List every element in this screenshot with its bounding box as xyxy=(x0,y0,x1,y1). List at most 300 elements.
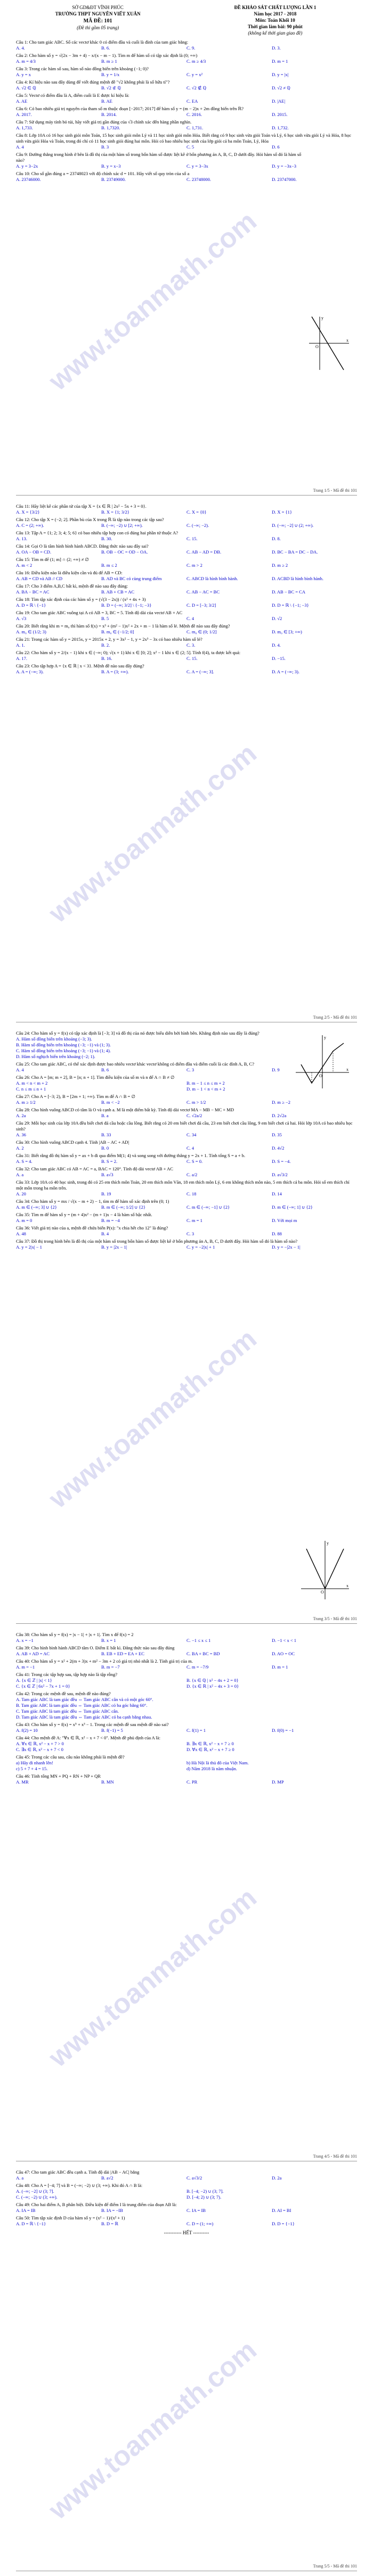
svg-text:y: y xyxy=(327,1541,329,1546)
answer-option[interactable]: A. 36 xyxy=(16,1132,26,1137)
svg-text:x: x xyxy=(346,1067,348,1072)
answer-option[interactable]: A. 1. xyxy=(16,642,25,648)
answer-option[interactable]: A. x = −1 xyxy=(16,1638,34,1643)
question-item xyxy=(16,597,357,608)
answer-option[interactable]: A. m = 4/3 xyxy=(16,59,36,64)
question-text: Câu 33: Lớp 10A có 40 học sinh, trong đó có 25 em thích môn Toán, 20 em thích môn Văn, 18 em thích môn Lý, 6 em không thích môn nào, 5 em thích cả ba môn. Hỏi số em thích chỉ một môn trong ba môn trên. xyxy=(16,1179,350,1191)
answer-option[interactable]: B. m ∈ (−∞; 1/2] ∪ {2} xyxy=(101,1204,145,1210)
question-item xyxy=(16,171,357,183)
question-text: Câu 14: Gọi O là tâm hình bình hành ABCD. Đẳng thức nào sau đây sai? xyxy=(16,543,149,549)
answer-option[interactable]: D. 2a xyxy=(272,2175,282,2181)
answer-option[interactable]: B. y = x−3 xyxy=(101,163,121,169)
answer-option[interactable]: B. AB + CB = AC xyxy=(101,589,135,595)
svg-text:x: x xyxy=(346,338,348,343)
question-item xyxy=(16,1179,357,1197)
answer-options xyxy=(16,177,357,183)
answer-options xyxy=(16,1113,357,1119)
answer-option[interactable]: D. {x ∈ ℝ | x² − 4x + 3 = 0} xyxy=(186,1683,239,1689)
answer-option[interactable]: B. AE xyxy=(101,98,112,104)
answer-option[interactable]: D. 4√2 xyxy=(272,1145,285,1151)
answer-options xyxy=(16,656,357,662)
answer-option[interactable]: D. AB − BC = CA xyxy=(272,589,305,595)
answer-option[interactable]: A. m < 2 xyxy=(16,563,33,568)
question-item xyxy=(16,570,357,582)
answer-option[interactable]: B. a xyxy=(101,1113,109,1118)
answer-option[interactable]: C. 2016. xyxy=(186,112,202,117)
question-text: Câu 10: Cho số gần đúng a = 23748023 với độ chính xác d = 101. Hãy viết số quy tròn của số a xyxy=(16,171,190,176)
answer-option[interactable]: B. m ≤ 2 xyxy=(101,563,117,568)
question-item xyxy=(16,663,357,675)
school-year: Năm học 2017 - 2018 xyxy=(254,11,297,16)
answer-option[interactable]: A. y = 3−2x xyxy=(16,163,38,169)
answer-option[interactable]: C. IA = IB xyxy=(186,2208,206,2213)
answer-option[interactable]: D. 23747000. xyxy=(272,177,297,182)
answer-option[interactable]: C. (−∞; −2) ∪ (3; +∞). xyxy=(16,2194,58,2200)
question-item xyxy=(16,1773,357,1785)
answer-option[interactable]: B. Tam giác ABC là tam giác đều ⇔ Tam giác ABC có ba góc bằng 60°. xyxy=(16,1703,148,1708)
answer-option[interactable]: B. a√3 xyxy=(101,1172,113,1177)
answer-option[interactable]: C. 3 xyxy=(186,1231,194,1236)
answer-option[interactable]: B. ∃x ∈ ℝ, x² − x + 7 ≥ 0 xyxy=(186,1741,234,1746)
answer-option[interactable]: D. √2 xyxy=(272,616,282,621)
answer-option[interactable]: C. 3 xyxy=(186,1067,194,1072)
answer-option[interactable]: D. ACBD là hình bình hành. xyxy=(272,576,324,581)
answer-option[interactable]: D. Với mọi m xyxy=(272,1218,297,1223)
answer-option[interactable]: C. y = −2|x| + 1 xyxy=(186,1244,215,1250)
question-list-page-5 xyxy=(16,2169,357,2227)
answer-option[interactable]: B. 6. xyxy=(101,45,110,51)
answer-option[interactable]: C. 5 xyxy=(186,144,194,150)
answer-option[interactable]: A. m₀ ∈ (1/2; 3) xyxy=(16,629,46,634)
answer-options xyxy=(16,59,357,64)
answer-option[interactable]: C. AB − AC = BC xyxy=(186,589,220,595)
answer-option[interactable]: B. m = −4 xyxy=(101,1218,120,1223)
answer-option[interactable]: A. AE xyxy=(16,98,28,104)
answer-options xyxy=(16,1145,357,1151)
question-text: Câu 43: Cho hàm số y = f(x) = x⁵ + x³ − 1. Trong các mệnh đề sau mệnh đề nào sai? xyxy=(16,1722,169,1727)
question-text: Câu 13: Tập A = {1; 2; 3; 4; 5; 6} có bao nhiêu tập hợp con có đúng hai phần tử thuộc A? xyxy=(16,530,179,535)
question-item xyxy=(16,1722,357,1733)
answer-option[interactable]: D. 2√2a xyxy=(272,1113,287,1118)
answer-option[interactable]: C. m ≥ 4/3 xyxy=(186,59,206,64)
answer-option[interactable]: D. 9 xyxy=(272,1067,280,1072)
answer-option[interactable]: C. 18 xyxy=(186,1191,197,1196)
answer-option[interactable]: D. Hàm số nghịch biến trên khoảng (−2; 1). xyxy=(16,1054,95,1059)
question-text: Câu 26: Cho A = [m; m + 2], B = [n; n + 1]. Tìm điều kiện của số m và n để A ∩ B ≠ ∅ xyxy=(16,1075,175,1080)
answer-option[interactable]: B. MN xyxy=(101,1779,114,1785)
question-item xyxy=(16,1672,357,1689)
answer-option[interactable]: C. m = 1 xyxy=(186,1218,202,1223)
answer-option[interactable]: C. (−∞; −2). xyxy=(186,523,209,528)
answer-option[interactable]: A. m < n < m + 2 xyxy=(16,1080,48,1086)
answer-option[interactable]: C. D = (1; +∞) xyxy=(186,2221,214,2226)
answer-option[interactable]: C. 9. xyxy=(186,45,196,51)
duration-note: (không kể thời gian giao đề) xyxy=(248,30,303,36)
answer-option[interactable]: A. X = {3/2} xyxy=(16,509,40,515)
answer-option[interactable]: D. BC − BA = DC − DA. xyxy=(272,549,318,555)
answer-option[interactable]: D. A = (−∞; 3). xyxy=(272,669,300,674)
answer-option[interactable]: B. [−4; −2) ∪ (3; 7]. xyxy=(186,2189,224,2194)
answer-options xyxy=(16,1244,357,1250)
answer-option[interactable]: A. D = ℝ \ {−1} xyxy=(16,602,46,608)
answer-option[interactable]: B. EB + ED = EA + EC xyxy=(101,1651,144,1656)
answer-option[interactable]: a) Hãy đi nhanh lên! xyxy=(16,1760,53,1765)
answer-option[interactable]: C. √2a/2 xyxy=(186,1113,202,1118)
answer-options xyxy=(16,112,357,118)
answer-options xyxy=(16,1638,357,1644)
question-text: Câu 31: Biết rằng đồ thị hàm số y = ax + b đi qua điểm M(1; 4) và song song với đường thẳng y = 2x + 1. Tính tổng S = a + b. xyxy=(16,1153,246,1158)
answer-option[interactable]: A. A = (−∞; 3). xyxy=(16,669,44,674)
answer-option[interactable]: B. OB − OC = OD − OA. xyxy=(101,549,148,555)
answer-option[interactable]: A. MR xyxy=(16,1779,29,1785)
answer-option[interactable]: B. 19 xyxy=(101,1191,111,1196)
answer-option[interactable]: A. AB = CD và AB // CD xyxy=(16,576,62,581)
answer-option[interactable]: D. m ≥ −2 xyxy=(272,1100,290,1105)
question-text: Câu 45: Trong các câu sau, câu nào không phải là mệnh đề? xyxy=(16,1754,125,1760)
answer-options xyxy=(16,125,357,131)
answer-option[interactable]: C. m ∈ (−∞; −1] ∪ {2} xyxy=(186,1204,230,1210)
answer-option[interactable]: C. 15. xyxy=(186,536,198,541)
answer-option[interactable]: A. 17. xyxy=(16,656,28,661)
school-department: SỞ GD&ĐT VĨNH PHÚC xyxy=(72,5,124,10)
answer-option[interactable]: C. Hàm số đồng biến trên khoảng (−3; −1) và (1; 4). xyxy=(16,1048,111,1053)
answer-options xyxy=(16,1760,357,1772)
answer-option[interactable]: B. A = (3; +∞). xyxy=(101,669,129,674)
answer-option[interactable]: D. Tam giác ABC là tam giác đều ⇔ Tam giác ABC có ba cạnh bằng nhau. xyxy=(16,1714,152,1720)
answer-option[interactable]: D. y = |x| xyxy=(272,72,289,77)
answer-option[interactable]: D. 4. xyxy=(272,642,281,648)
answer-option[interactable]: D. m − 1 < n < m + 2 xyxy=(186,1086,225,1092)
answer-option[interactable]: C. −1 ≤ x ≤ 1 xyxy=(186,1638,211,1643)
question-list-page-4 xyxy=(16,1632,357,1785)
answer-option[interactable]: C. m > 1/2 xyxy=(186,1100,206,1105)
answer-options xyxy=(16,1231,357,1237)
answer-option[interactable]: D. [−4; 2) ∪ (3; 7). xyxy=(186,2194,222,2200)
answer-option[interactable]: A. 2a xyxy=(16,1113,26,1118)
answer-options xyxy=(16,1100,357,1105)
answer-option[interactable]: A. 1,733. xyxy=(16,125,33,130)
answer-option[interactable]: B. m = −7 xyxy=(101,1664,120,1670)
question-item xyxy=(16,53,357,64)
question-item xyxy=(16,2202,357,2214)
answer-option[interactable]: B. 4 xyxy=(101,1231,109,1236)
answer-options xyxy=(16,98,357,104)
answer-option[interactable]: D. 8. xyxy=(272,536,281,541)
question-text: Câu 27: Cho A = [−3; 2), B = [2m + 1; +∞). Tìm m để A ∩ B = ∅ xyxy=(16,1094,135,1099)
answer-option[interactable]: D. AO = OC xyxy=(272,1651,295,1656)
answer-option[interactable]: D. X = {1} xyxy=(272,509,292,515)
answer-option[interactable]: A. {x ∈ ℤ | |x| < 1} xyxy=(16,1678,52,1683)
answer-option[interactable]: A. 4 xyxy=(16,1067,24,1072)
question-text: Câu 15: Tìm m để (1; m] ∩ (2; +∞) ≠ ∅ xyxy=(16,557,89,562)
answer-option[interactable]: C. 34 xyxy=(186,1132,197,1137)
question-text: Câu 46: Tính tổng MN + PQ + RN + NP + QR xyxy=(16,1773,101,1779)
answer-option[interactable]: B. 1,7320. xyxy=(101,125,120,130)
answer-option[interactable]: D. 6 xyxy=(272,144,280,150)
answer-option[interactable]: A. y = x xyxy=(16,72,31,77)
answer-option[interactable]: C. {x ∈ ℤ | 6x² − 7x + 1 = 0} xyxy=(16,1683,70,1689)
question-text: Câu 41: Trong các tập hợp sau, tập hợp nào là tập rỗng? xyxy=(16,1672,118,1677)
question-text: Câu 21: Trong các hàm số y = 2015x, y = 2015x + 2, y = 3x² − 1, y = 2x³ − 3x có bao nhiêu hàm số lẻ? xyxy=(16,637,202,642)
question-item xyxy=(16,583,357,595)
question-item xyxy=(16,1239,357,1250)
question-item xyxy=(16,1645,357,1657)
answer-options xyxy=(16,523,357,529)
answer-option[interactable]: D. −15. xyxy=(272,656,286,661)
answer-options xyxy=(16,1779,357,1785)
answer-option[interactable]: A. a xyxy=(16,1172,24,1177)
answer-option[interactable]: C. 1,731. xyxy=(186,125,204,130)
question-item xyxy=(16,1754,357,1772)
answer-options xyxy=(16,642,357,648)
answer-option[interactable]: D. 3. xyxy=(272,45,281,51)
answer-option[interactable]: D. AI = BI xyxy=(272,2208,291,2213)
answer-option[interactable]: C. Tam giác ABC là tam giác đều ⇔ Tam giác ABC cân. xyxy=(16,1708,119,1714)
answer-option[interactable]: B. 16. xyxy=(101,656,112,661)
answer-option[interactable]: D. 1,732. xyxy=(272,125,289,130)
question-text: Câu 9: Đường thẳng trong hình ở bên là đồ thị của một hàm số trong bốn hàm số được liệt kê ở bốn phương án A, B, C, D dưới đây. Hỏi hàm số đó là hàm số nào? xyxy=(16,152,302,163)
answer-options xyxy=(16,1204,357,1210)
answer-option[interactable]: B. m ≥ 1 xyxy=(101,59,117,64)
answer-option[interactable]: A. 2 xyxy=(16,1145,24,1151)
answer-option[interactable]: C. S = 0. xyxy=(186,1159,203,1164)
question-item xyxy=(16,1225,357,1237)
svg-text:x: x xyxy=(346,1583,348,1588)
answer-option[interactable]: B. 2. xyxy=(101,642,110,648)
answer-option[interactable]: C. m = −7/9 xyxy=(186,1664,209,1670)
page-footer: Trang 3/5 - Mã đề thi 101 xyxy=(313,1616,357,1621)
answer-option[interactable]: B. y = 1/x xyxy=(101,72,120,77)
answer-option[interactable]: A. 48 xyxy=(16,1231,26,1236)
answer-option[interactable]: A. m ∈ (−∞; 3] ∪ {2} xyxy=(16,1204,57,1210)
answer-option[interactable]: A. Hàm số đồng biến trên khoảng (−3; 3). xyxy=(16,1036,92,1042)
question-item xyxy=(16,1658,357,1670)
answer-option[interactable]: B. 30. xyxy=(101,536,112,541)
answer-option[interactable]: A. 2017. xyxy=(16,112,32,117)
svg-text:O: O xyxy=(319,1074,322,1078)
answer-option[interactable]: B. 3 xyxy=(101,144,109,150)
answer-options xyxy=(16,1191,357,1197)
answer-option[interactable]: B. X = {1; 3/2} xyxy=(101,509,129,515)
answer-option[interactable]: B. m₀ ∈ (−1/2; 0] xyxy=(101,629,134,634)
question-item xyxy=(16,1199,357,1210)
answer-option[interactable]: A. √3 xyxy=(16,616,27,621)
answer-option[interactable]: B. D = ℝ xyxy=(101,2221,118,2226)
question-text: Câu 37: Đồ thị trong hình bên là đồ thị của một hàm số trong bốn hàm số được liệt kê ở bốn phương án A, B, C, D dưới đây. Hỏi hàm số đó là hàm số nào? xyxy=(16,1239,297,1244)
answer-option[interactable]: C. m > 2 xyxy=(186,563,202,568)
answer-option[interactable]: B. 6 xyxy=(101,1067,109,1072)
answer-option[interactable]: C. EA xyxy=(186,98,198,104)
question-item xyxy=(16,1212,357,1224)
question-item xyxy=(16,1691,357,1720)
answer-option[interactable]: A. m = −1 xyxy=(16,1664,35,1670)
answer-options xyxy=(16,2221,357,2227)
answer-option[interactable]: B. Hàm số đồng biến trên khoảng (−3; −1) và (1; 3). xyxy=(16,1042,111,1047)
answer-option[interactable]: C. 4 xyxy=(186,616,194,621)
answer-option[interactable]: A. 4 xyxy=(16,144,24,150)
answer-option[interactable]: D. ∀x ∈ ℝ, x² − x + 7 ≥ 0 xyxy=(186,1747,234,1752)
answer-option[interactable]: C. D = [−3; 3/2] xyxy=(186,602,216,608)
answer-option[interactable]: C. a√3/2 xyxy=(186,2175,202,2181)
answer-options xyxy=(16,144,357,150)
answer-option[interactable]: C. y = x² xyxy=(186,72,203,77)
answer-option[interactable]: A. f(2) = 10 xyxy=(16,1728,38,1733)
answer-option[interactable]: C. n ≤ m ≤ n + 1 xyxy=(16,1086,46,1092)
answer-option[interactable]: D. m = 1 xyxy=(272,1664,288,1670)
answer-option[interactable]: B. y = |2x − 1| xyxy=(101,1244,127,1250)
answer-option[interactable]: D. √2 ≠ ℚ xyxy=(272,85,290,90)
answer-option[interactable]: D. a√3/2 xyxy=(272,1172,288,1177)
answer-option[interactable]: C. 4 xyxy=(186,1145,194,1151)
answer-option[interactable]: D. D = {−1} xyxy=(272,2221,295,2226)
answer-option[interactable]: B. (−∞; −2) ∪ [2; +∞). xyxy=(101,523,143,528)
answer-option[interactable]: A. OA − OB = CD. xyxy=(16,549,52,555)
answer-option[interactable]: B. m < −2 xyxy=(101,1100,120,1105)
answer-option[interactable]: D. D = ℝ \ {−1; −3} xyxy=(272,602,309,608)
answer-option[interactable]: D. MP xyxy=(272,1779,284,1785)
answer-options xyxy=(16,669,357,675)
answer-option[interactable]: D. f(0) = −1 xyxy=(272,1728,294,1733)
answer-option[interactable]: A. 20 xyxy=(16,1191,26,1196)
answer-options xyxy=(16,1741,357,1753)
answer-option[interactable]: D. 88 xyxy=(272,1231,282,1236)
question-text: Câu 30: Cho hình vuông ABCD cạnh 4. Tính |AB − AC + AD| xyxy=(16,1140,129,1145)
answer-option[interactable]: B. D = (−∞; 3/2] \ {−1; −3} xyxy=(101,602,152,608)
answer-option[interactable]: B. a√2 xyxy=(101,2175,113,2181)
question-text: Câu 6: Có bao nhiêu giá trị nguyên của tham số m thuộc đoạn [−2017; 2017] để hàm số y = (m − 2)x + 2m đồng biến trên ℝ? xyxy=(16,106,244,111)
answer-option[interactable]: C. X = {0} xyxy=(186,509,207,515)
answer-option[interactable]: A. 23746000. xyxy=(16,177,41,182)
answer-option[interactable]: D. 14 xyxy=(272,1191,282,1196)
question-text: Câu 38: Cho hàm số y = f(x) = |x − 1| + |x + 1|. Tìm x để f(x) = 2 xyxy=(16,1632,134,1637)
answer-option[interactable]: B. f(−1) = 5 xyxy=(101,1728,123,1733)
question-item xyxy=(16,1120,357,1138)
answer-option[interactable]: B. 33 xyxy=(101,1132,111,1137)
answer-option[interactable]: A. S = 4. xyxy=(16,1159,33,1164)
answer-option[interactable]: A. Tam giác ABC là tam giác đều ⇔ Tam giác ABC cân và có một góc 60°. xyxy=(16,1697,153,1702)
answer-option[interactable]: B. √2 ⊄ ℚ xyxy=(101,85,121,90)
exam-page-3 xyxy=(0,1027,373,1623)
question-text: Câu 25: Cho tam giác ABC, có thể xác định được bao nhiêu vectơ khác vectơ không có điểm đầu và điểm cuối là các đỉnh A, B, C? xyxy=(16,1061,254,1067)
answer-option[interactable]: D. 2015. xyxy=(272,112,288,117)
answer-option[interactable]: A. C = (2; +∞). xyxy=(16,523,44,528)
answer-option[interactable]: D. m ≥ 2 xyxy=(272,563,288,568)
answer-option[interactable]: C. ∃x ∈ ℝ, x² − x + 7 < 0 xyxy=(16,1747,63,1752)
answer-option[interactable]: A. m = 0 xyxy=(16,1218,33,1223)
question-text: Câu 42: Trong các mệnh đề sau, mệnh đề nào đúng? xyxy=(16,1691,111,1696)
answer-options xyxy=(16,85,357,91)
answer-option[interactable]: C. 3. xyxy=(186,642,196,648)
answer-option[interactable]: B. 0 xyxy=(101,1145,109,1151)
answer-option[interactable]: C. BA + BC = BD xyxy=(186,1651,220,1656)
answer-option[interactable]: A. y = 2|x| − 1 xyxy=(16,1244,42,1250)
answer-option[interactable]: B. AD và BC có cùng trung điểm xyxy=(101,576,162,581)
question-item xyxy=(16,1632,357,1644)
answer-option[interactable]: D. S = −4. xyxy=(272,1159,291,1164)
answer-options xyxy=(16,536,357,542)
answer-option[interactable]: A. AB + AD = AC xyxy=(16,1651,50,1656)
question-text: Câu 17: Cho 3 điểm A,B,C bất kì, mệnh đề nào sau đây đúng: xyxy=(16,583,128,589)
answer-option[interactable]: C. PR xyxy=(186,1779,198,1785)
question-item xyxy=(16,557,357,568)
answer-option[interactable]: D. y = −3x−3 xyxy=(272,163,297,169)
answer-option[interactable]: B. {x ∈ ℚ | x² − 4x + 2 = 0} xyxy=(186,1678,239,1683)
answer-option[interactable]: b) Hà Nội là thủ đô của Việt Nam. xyxy=(186,1760,249,1765)
answer-option[interactable]: B. x = 1 xyxy=(101,1638,116,1643)
question-text: Câu 28: Cho hình vuông ABCD có tâm là O và cạnh a. M là một điểm bất kỳ. Tính độ dài vectơ MA − MB − MC + MD xyxy=(16,1107,234,1112)
answer-option[interactable]: C. √2 ∉ ℚ xyxy=(186,85,207,90)
exam-header xyxy=(16,4,357,36)
answer-option[interactable]: B. m − 1 ≤ n ≤ m + 2 xyxy=(186,1080,225,1086)
answer-option[interactable]: D. (−∞; −2] ∪ (2; +∞). xyxy=(272,523,314,528)
answer-option[interactable]: A. (−∞; −2] ∪ (3; 7]. xyxy=(16,2189,54,2194)
answer-options xyxy=(16,1728,357,1733)
answer-option[interactable]: C. 23748000. xyxy=(186,177,212,182)
answer-option[interactable]: C. m₀ ∈ (0; 1/2] xyxy=(186,629,217,634)
answer-option[interactable]: D. −1 < x < 1 xyxy=(272,1638,297,1643)
answer-option[interactable]: C. y = 3−3x xyxy=(186,163,208,169)
line-graph-figure xyxy=(304,314,352,373)
answer-options xyxy=(16,2189,357,2200)
answer-option[interactable]: D. m₀ ∈ [3; +∞) xyxy=(272,629,302,634)
answer-option[interactable]: D. m ∈ (−∞; 1] ∪ {2} xyxy=(272,1204,313,1210)
question-item xyxy=(16,2169,357,2181)
answer-option[interactable]: C. AB − AD = DB. xyxy=(186,549,222,555)
answer-option[interactable]: A. ∀x ∈ ℝ, x² − x + 7 > 0 xyxy=(16,1741,64,1746)
answer-option[interactable]: B. S = 2. xyxy=(101,1159,118,1164)
answer-option[interactable]: B. 23749000. xyxy=(101,177,126,182)
svg-text:y: y xyxy=(324,1035,326,1040)
answer-options xyxy=(16,549,357,555)
answer-option[interactable]: c) 5 + 7 + 4 = 15. xyxy=(16,1766,48,1771)
answer-option[interactable]: A. IA = IB xyxy=(16,2208,36,2213)
question-item xyxy=(16,93,357,104)
answer-option[interactable]: C. a/2 xyxy=(186,1172,198,1177)
answer-option[interactable]: D. y = −|2x − 1| xyxy=(272,1244,301,1250)
answer-option[interactable]: D. 35 xyxy=(272,1132,282,1137)
question-text: Câu 32: Cho tam giác ABC có AB = AC = a, BAC = 120°. Tính độ dài vectơ AB + AC xyxy=(16,1166,173,1171)
answer-option[interactable]: A. BA − BC = AC xyxy=(16,589,50,595)
answer-options xyxy=(16,45,357,51)
answer-option[interactable]: A. a xyxy=(16,2175,24,2181)
question-item xyxy=(16,133,357,150)
answer-option[interactable]: A. D = ℝ \ {−1} xyxy=(16,2221,46,2226)
answer-option[interactable]: d) Năm 2018 là năm nhuận. xyxy=(186,1766,237,1771)
answer-option[interactable]: B. IA = −IB xyxy=(101,2208,123,2213)
answer-option[interactable]: C. ABCD là hình bình hành. xyxy=(186,576,238,581)
question-text: Câu 48: Cho A = [−4; 7] và B = (−∞; −2) ∪ (3; +∞). Khi đó A ∩ B là: xyxy=(16,2183,143,2188)
answer-option[interactable]: B. 5 xyxy=(101,616,109,621)
answer-option[interactable]: C. 15. xyxy=(186,656,198,661)
subject: Môn: Toán Khối 10 xyxy=(255,18,295,23)
question-text: Câu 1: Cho tam giác ABC. Số các vectơ khác 0 có điểm đầu và cuối là đỉnh của tam giác bằng: xyxy=(16,39,189,45)
question-text: Câu 39: Cho hình bình hành ABCD tâm O. Điểm E bất kì. Đẳng thức nào sau đây đúng xyxy=(16,1645,175,1650)
answer-option[interactable]: A. √2 ∈ ℚ xyxy=(16,85,36,90)
question-text: Câu 11: Hãy liệt kê các phần tử của tập X = {x ∈ ℝ | 2x² − 5x + 3 = 0}. xyxy=(16,503,147,509)
answer-option[interactable]: A. m ≥ 1/2 xyxy=(16,1100,36,1105)
answer-option[interactable]: D. |AE| xyxy=(272,98,286,104)
answer-option[interactable]: A. 13. xyxy=(16,536,28,541)
answer-option[interactable]: C. A = (−∞; 3]. xyxy=(186,669,214,674)
answer-option[interactable]: A. 4. xyxy=(16,45,25,51)
answer-option[interactable]: C. f(1) = 1 xyxy=(186,1728,206,1733)
answer-option[interactable]: B. 2014. xyxy=(101,112,117,117)
exam-page-5 xyxy=(0,2166,373,2576)
question-text: Câu 5: Vectơ có điểm đầu là A, điểm cuối là E được kí hiệu là: xyxy=(16,93,129,98)
answer-option[interactable]: D. m = 1 xyxy=(272,59,288,64)
answer-options xyxy=(16,163,357,169)
answer-options xyxy=(16,576,357,582)
